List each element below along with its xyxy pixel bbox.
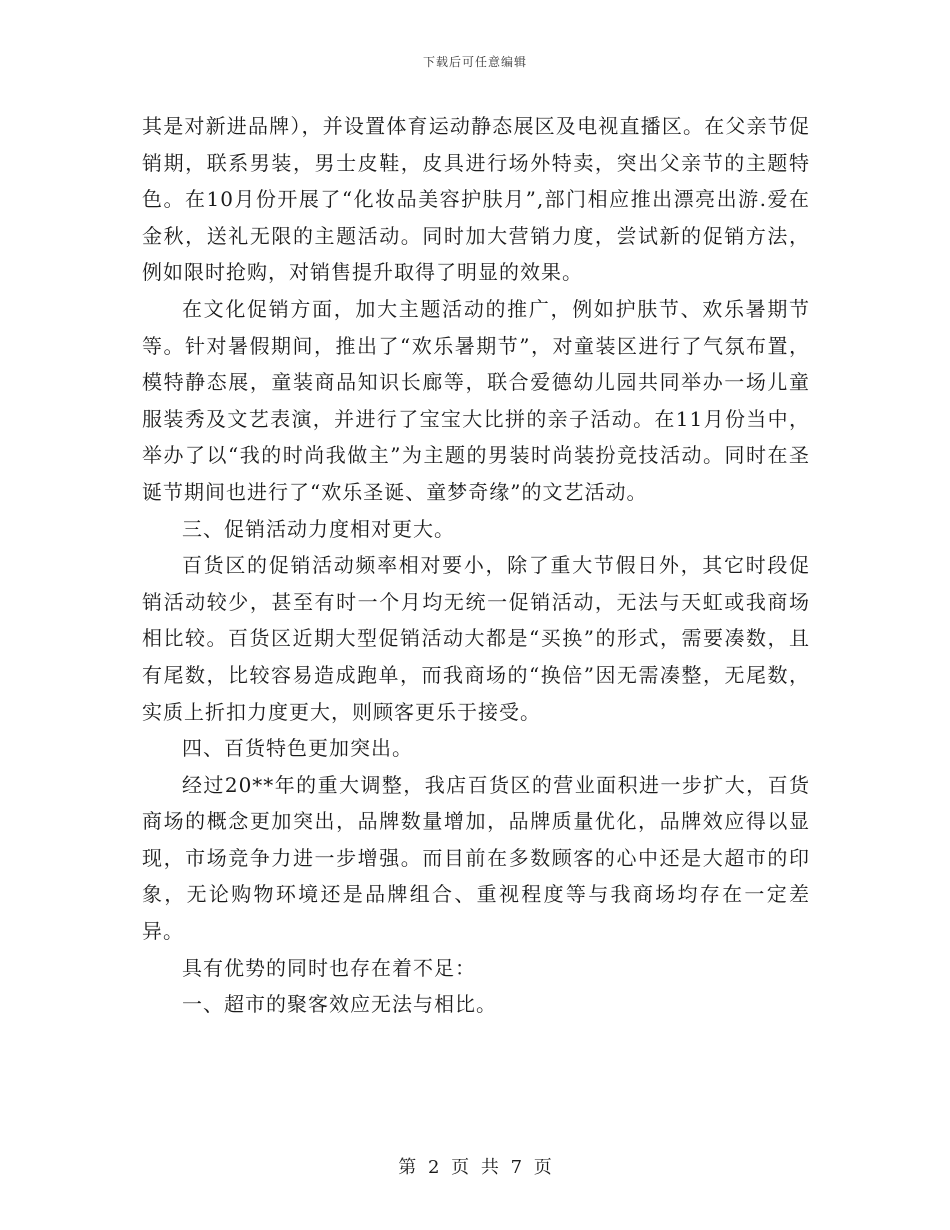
paragraph-6: 经过20**年的重大调整，我店百货区的营业面积进一步扩大，百货商场的概念更加突出，品牌数量增加，品牌质量优化，品牌效应得以显现，市场竞争力进一步增强。而目前在多数顾客的心中还是大超市的印象，无论购物环境还是品牌组合、重视程度等与我商场均存在一定差异。 (142, 772, 810, 944)
paragraph-1: 其是对新进品牌），并设置体育运动静态展区及电视直播区。在父亲节促销期，联系男装，男士皮鞋，皮具进行场外特卖，突出父亲节的主题特色。在10月份开展了“化妆品美容护肤月”,部门相应推出漂亮出游.爱在金秋，送礼无限的主题活动。同时加大营销力度，尝试新的促销方法，例如限时抢购，对销售提升取得了明显的效果。 (142, 114, 810, 285)
page-number-footer: 第 2 页 共 7 页 (398, 1157, 552, 1178)
paragraph-4: 百货区的促销活动频率相对要小，除了重大节假日外，其它时段促销活动较少，甚至有时一个月均无统一促销活动，无法与天虹或我商场相比较。百货区近期大型促销活动大都是“买换”的形式，需要凑数，且有尾数，比较容易造成跑单，而我商场的“换倍”因无需凑整，无尾数，实质上折扣力度更大，则顾客更乐于接受。 (142, 553, 810, 724)
paragraph-7: 具有优势的同时也存在着不足： (182, 955, 476, 980)
paragraph-2: 在文化促销方面，加大主题活动的推广，例如护肤节、欢乐暑期节等。针对暑假期间，推出了“欢乐暑期节”，对童装区进行了气氛布置，模特静态展，童装商品知识长廊等，联合爱德幼儿园共同举办一场儿童服装秀及文艺表演，并进行了宝宝大比拼的亲子活动。在11月份当中，举办了以“我的时尚我做主”为主题的男装时尚装扮竞技活动。同时在圣诞节期间也进行了“欢乐圣诞、童梦奇缘”的文艺活动。 (142, 296, 810, 504)
section-heading-3: 三、促销活动力度相对更大。 (182, 516, 455, 541)
document-body (142, 108, 810, 1023)
section-heading-4: 四、百货特色更加突出。 (182, 736, 413, 761)
page-header: 下载后可任意编辑 (422, 55, 527, 69)
section-heading-1: 一、超市的聚客效应无法与相比。 (182, 992, 497, 1017)
